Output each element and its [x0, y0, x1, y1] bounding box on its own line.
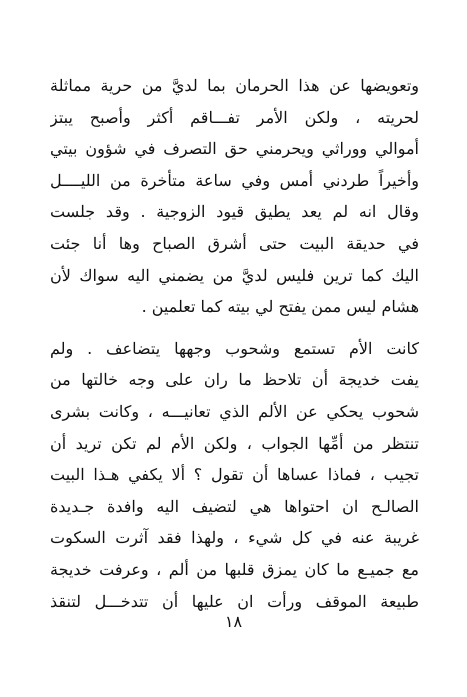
text-line: طبيعة الموقف ورأت ان عليها أن تتدخـــل لتنقذ [50, 591, 419, 611]
text-line: اليك كما ترين فليس لديَّ من يضمني اليه سواك لأن [50, 265, 419, 285]
text-line: وأخيراً طردني أمس وفي ساعة متأخرة من الليــــل [50, 170, 419, 190]
page-number: ١٨ [224, 612, 243, 631]
text-line: الصالـح ان احتواها هي لتضيف اليه وافدة جـديدة [50, 496, 419, 516]
text-line: يفت خديجة أن تلاحظ ما ران على وجه خالتها من [50, 370, 419, 390]
text-line: شحوب يحكي عن الألم الذي تعانيـــه ، وكانت بشرى [50, 401, 419, 421]
text-line: تنتظر من أمِّها الجواب ، ولكن الأم لم تكن تريد أن [50, 433, 419, 453]
text-line: لحريته ، ولكن الأمر تفـــاقم أكثر وأصبح يبتز [50, 107, 419, 127]
text-line: وقال انه لم يعد يطيق قيود الزوجية . وقد جلست [50, 202, 419, 222]
text-line: غريبة عنه في كل شيء ، ولهذا فقد آثرت السكوت [50, 528, 419, 548]
text-line: هشام ليس ممن يفتح لي بيته كما تعلمين . [141, 297, 419, 317]
text-line: في حديقة البيت حتى أشرق الصباح وها أنا جئت [50, 233, 419, 253]
text-line: مع جميـع ما كان يمزق قلبها من ألم ، وعرفت خديجة [50, 559, 419, 579]
text-line: أموالي ووراثي ويحرمني حق التصرف في شؤون بيتي [50, 139, 419, 159]
text-line: كانت الأم تستمع وشحوب وجهها يتضاعف . ولم [50, 338, 419, 358]
body-text [50, 70, 419, 617]
text-line: تجيب ، فماذا عساها أن تقول ؟ ألا يكفي هـذا البيت [50, 465, 419, 485]
text-line: وتعويضها عن هذا الحرمان بما لديَّ من حرية مماثلة [50, 76, 419, 95]
paragraph-1 [50, 70, 419, 323]
paragraph-2 [50, 333, 419, 617]
